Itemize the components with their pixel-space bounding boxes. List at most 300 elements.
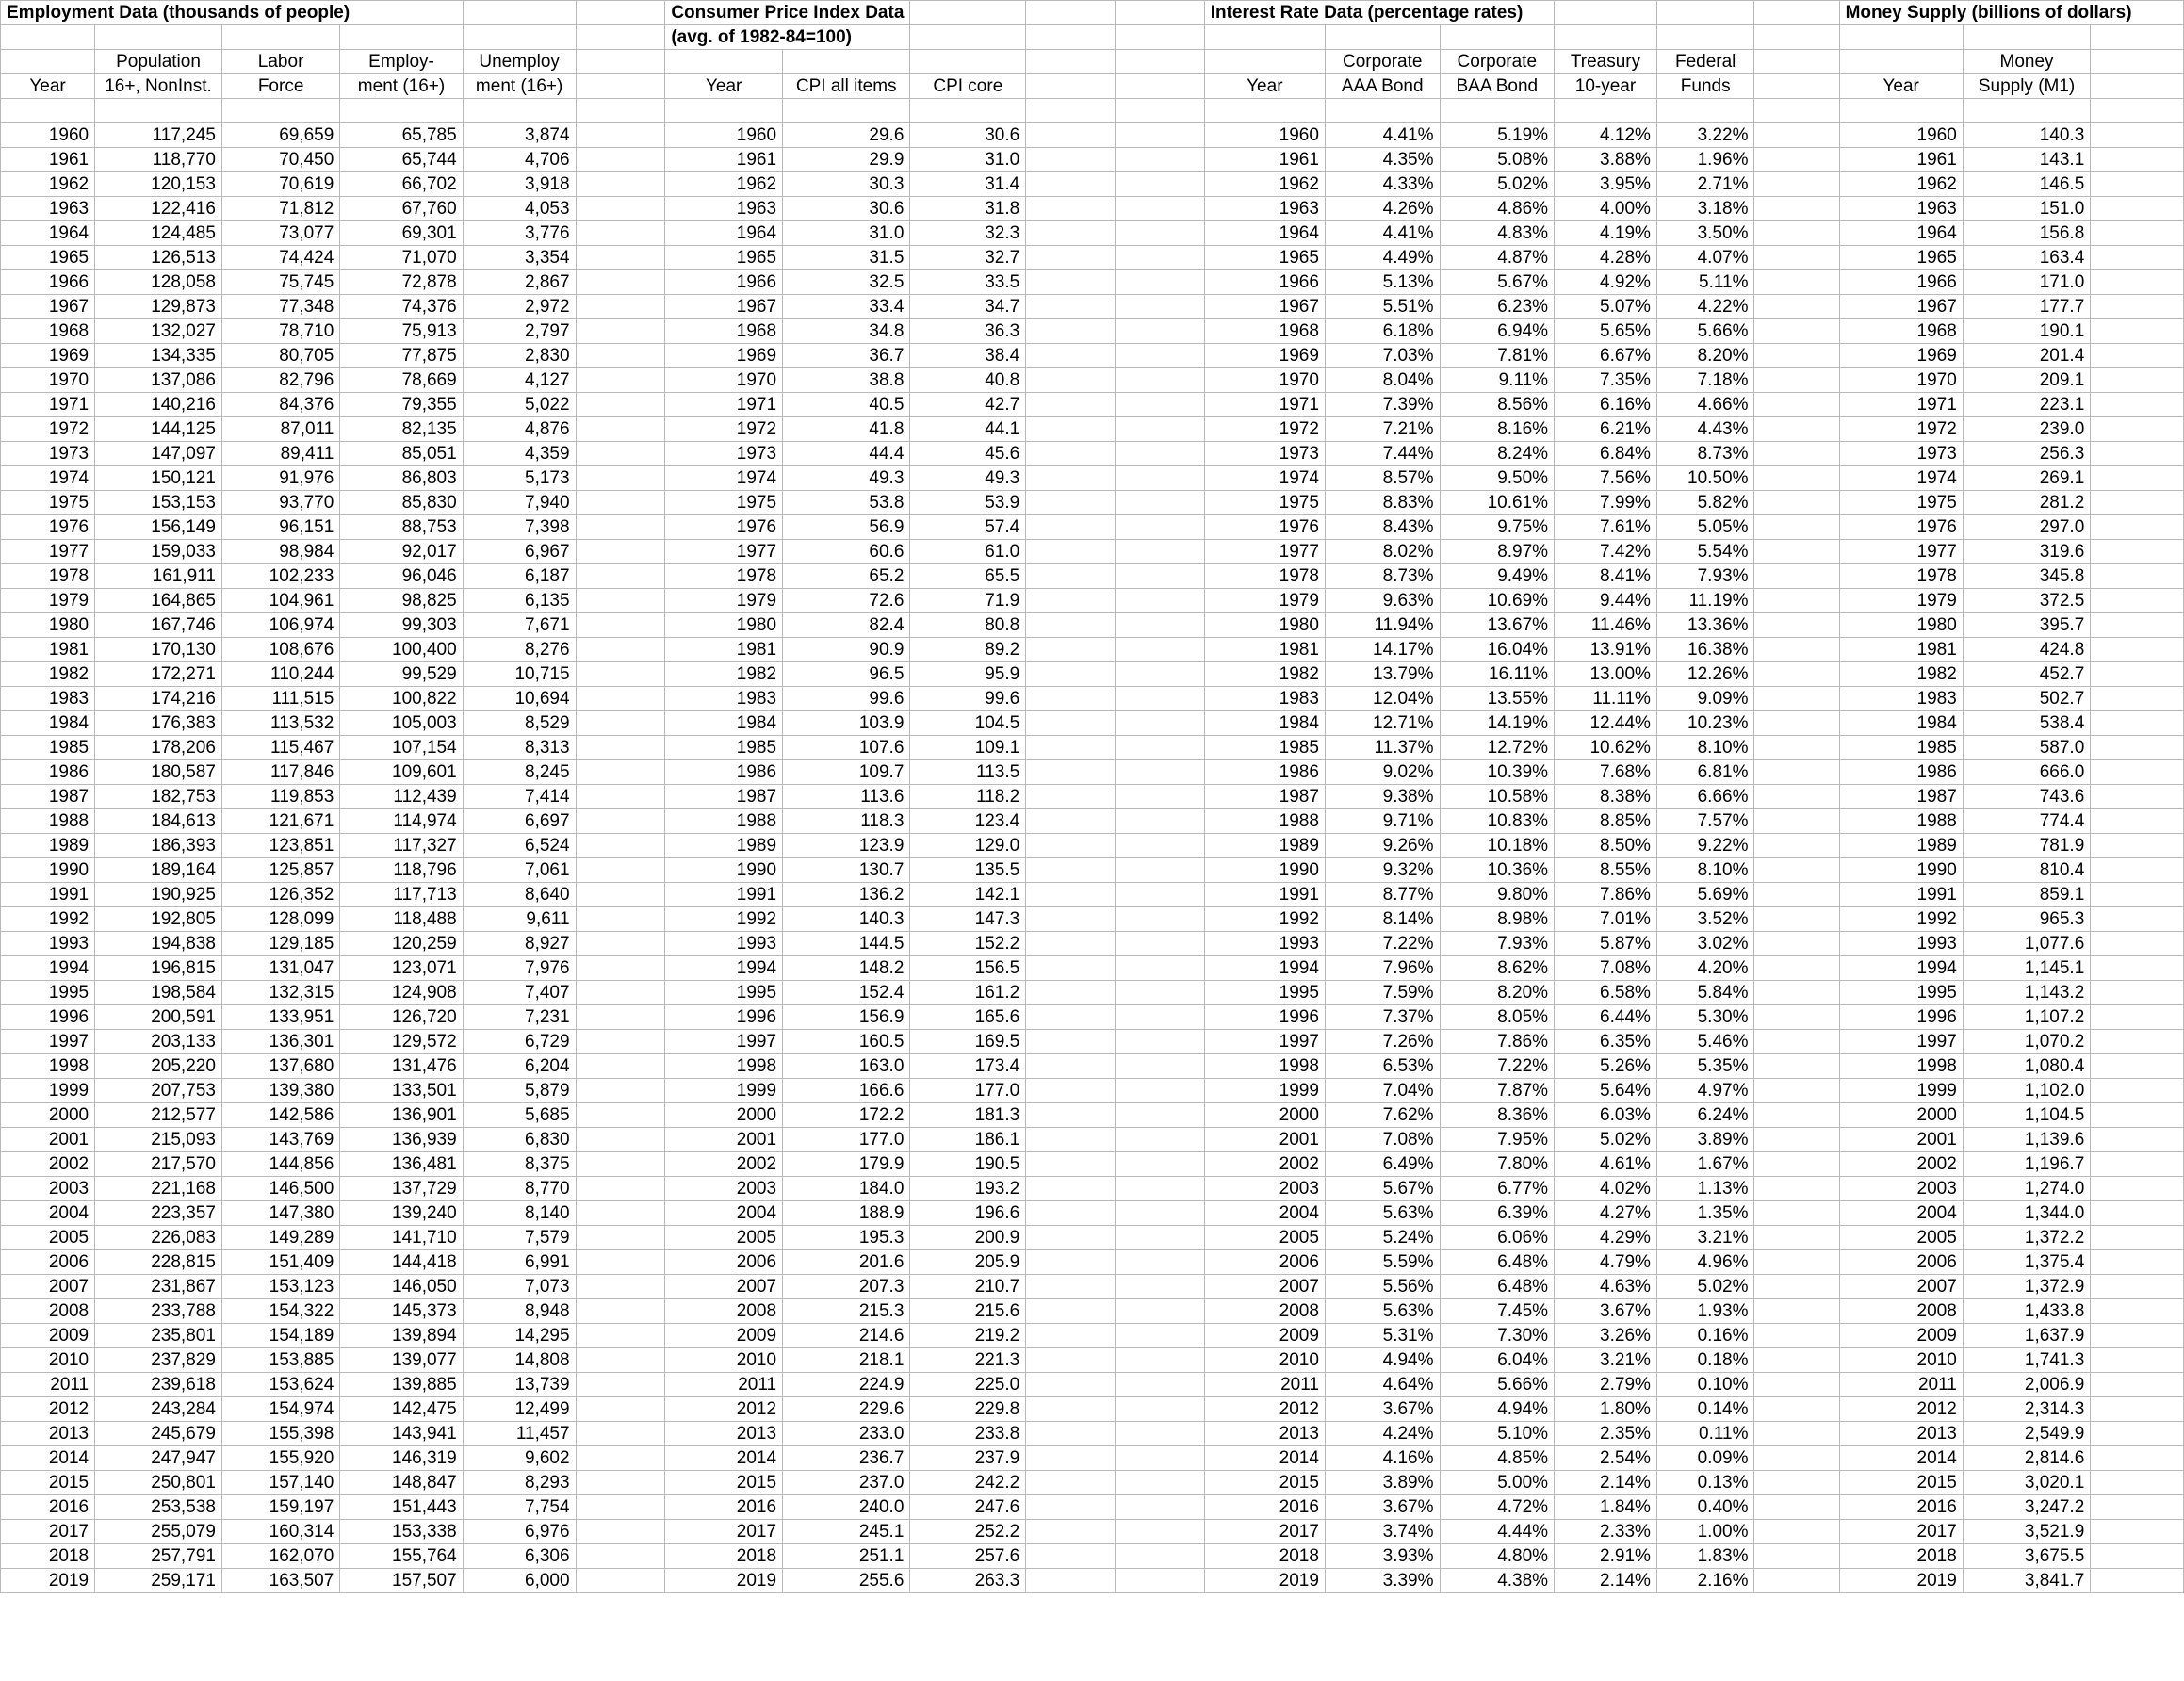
empty-cell[interactable] xyxy=(1026,809,1116,834)
cell-employment[interactable]: 99,529 xyxy=(340,662,463,687)
cell-fed-funds[interactable]: 0.40% xyxy=(1656,1495,1754,1520)
empty-cell[interactable] xyxy=(1026,1422,1116,1446)
cell-employment[interactable]: 86,803 xyxy=(340,466,463,491)
empty-cell[interactable] xyxy=(2091,1324,2184,1348)
empty-cell[interactable] xyxy=(2091,123,2184,148)
cell-cpi-year[interactable]: 1967 xyxy=(665,295,783,319)
cell-emp-year[interactable]: 1968 xyxy=(1,319,95,344)
cell-labor-force[interactable]: 162,070 xyxy=(221,1544,339,1569)
cell-cpi-core[interactable]: 177.0 xyxy=(910,1079,1026,1103)
cell-fed-funds[interactable]: 0.09% xyxy=(1656,1446,1754,1471)
empty-cell[interactable] xyxy=(2091,883,2184,907)
cell-baa-bond[interactable]: 4.80% xyxy=(1440,1544,1555,1569)
cell-emp-year[interactable]: 2011 xyxy=(1,1373,95,1397)
cell-cpi-year[interactable]: 1977 xyxy=(665,540,783,564)
empty-cell[interactable] xyxy=(1754,1373,1839,1397)
empty-cell[interactable] xyxy=(1026,1177,1116,1201)
cell-cpi-year[interactable]: 1993 xyxy=(665,932,783,956)
cell-baa-bond[interactable]: 7.93% xyxy=(1440,932,1555,956)
cell-cpi-all[interactable]: 237.0 xyxy=(783,1471,910,1495)
cell-labor-force[interactable]: 113,532 xyxy=(221,711,339,736)
cell-fed-funds[interactable]: 0.10% xyxy=(1656,1373,1754,1397)
cell-money-year[interactable]: 1984 xyxy=(1839,711,1963,736)
empty-cell[interactable] xyxy=(2091,1226,2184,1250)
cell-cpi-all[interactable]: 33.4 xyxy=(783,295,910,319)
cell-baa-bond[interactable]: 7.22% xyxy=(1440,1054,1555,1079)
empty-cell[interactable] xyxy=(2091,638,2184,662)
empty-cell[interactable] xyxy=(2091,760,2184,785)
cell-emp-year[interactable]: 2016 xyxy=(1,1495,95,1520)
cell-emp-year[interactable]: 1988 xyxy=(1,809,95,834)
cell-cpi-core[interactable]: 118.2 xyxy=(910,785,1026,809)
cpi-subtitle[interactable]: (avg. of 1982-84=100) xyxy=(665,25,910,50)
empty-cell[interactable] xyxy=(1115,1569,1204,1593)
cell-emp-year[interactable]: 2002 xyxy=(1,1152,95,1177)
cell-labor-force[interactable]: 75,745 xyxy=(221,270,339,295)
cell-cpi-year[interactable]: 2011 xyxy=(665,1373,783,1397)
cell-employment[interactable]: 96,046 xyxy=(340,564,463,589)
cell-employment[interactable]: 136,939 xyxy=(340,1128,463,1152)
cell-cpi-all[interactable]: 166.6 xyxy=(783,1079,910,1103)
empty-cell[interactable] xyxy=(1115,1471,1204,1495)
cell-fed-funds[interactable]: 8.10% xyxy=(1656,858,1754,883)
empty-cell[interactable] xyxy=(1754,736,1839,760)
empty-cell[interactable] xyxy=(576,1275,665,1299)
cell-employment[interactable]: 98,825 xyxy=(340,589,463,613)
cell-treasury-10y[interactable]: 2.14% xyxy=(1555,1471,1657,1495)
cell-unemployment[interactable]: 7,061 xyxy=(463,858,576,883)
empty-cell[interactable] xyxy=(1026,1152,1116,1177)
cell-baa-bond[interactable]: 8.36% xyxy=(1440,1103,1555,1128)
empty-cell[interactable] xyxy=(1115,1397,1204,1422)
cell-money-year[interactable]: 2015 xyxy=(1839,1471,1963,1495)
cell-fed-funds[interactable]: 3.02% xyxy=(1656,932,1754,956)
empty-cell[interactable] xyxy=(576,711,665,736)
cell-labor-force[interactable]: 123,851 xyxy=(221,834,339,858)
empty-cell[interactable] xyxy=(2091,1128,2184,1152)
cell-labor-force[interactable]: 153,885 xyxy=(221,1348,339,1373)
empty-cell[interactable] xyxy=(1115,1030,1204,1054)
empty-cell[interactable] xyxy=(1754,1054,1839,1079)
cell-m1[interactable]: 587.0 xyxy=(1963,736,2090,760)
cell-cpi-all[interactable]: 103.9 xyxy=(783,711,910,736)
cell-cpi-all[interactable]: 236.7 xyxy=(783,1446,910,1471)
cell-baa-bond[interactable]: 9.49% xyxy=(1440,564,1555,589)
cell-cpi-all[interactable]: 53.8 xyxy=(783,491,910,515)
cell-cpi-year[interactable]: 1988 xyxy=(665,809,783,834)
empty-cell[interactable] xyxy=(2091,246,2184,270)
cell-labor-force[interactable]: 155,920 xyxy=(221,1446,339,1471)
cell-labor-force[interactable]: 84,376 xyxy=(221,393,339,417)
cell-employment[interactable]: 69,301 xyxy=(340,221,463,246)
cell-m1[interactable]: 1,372.9 xyxy=(1963,1275,2090,1299)
cell-baa-bond[interactable]: 6.77% xyxy=(1440,1177,1555,1201)
cell-aaa-bond[interactable]: 5.51% xyxy=(1325,295,1440,319)
cell-population[interactable]: 186,393 xyxy=(95,834,222,858)
cell-cpi-core[interactable]: 53.9 xyxy=(910,491,1026,515)
empty-cell[interactable] xyxy=(576,662,665,687)
cell-baa-bond[interactable]: 10.39% xyxy=(1440,760,1555,785)
cell-fed-funds[interactable]: 5.30% xyxy=(1656,1005,1754,1030)
cell-int-year[interactable]: 2000 xyxy=(1204,1103,1325,1128)
empty-cell[interactable] xyxy=(576,540,665,564)
cell-cpi-all[interactable]: 113.6 xyxy=(783,785,910,809)
cell-cpi-core[interactable]: 129.0 xyxy=(910,834,1026,858)
cell-emp-year[interactable]: 2013 xyxy=(1,1422,95,1446)
empty-cell[interactable] xyxy=(1115,883,1204,907)
empty-cell[interactable] xyxy=(1115,466,1204,491)
cell-population[interactable]: 215,093 xyxy=(95,1128,222,1152)
cell-employment[interactable]: 136,901 xyxy=(340,1103,463,1128)
cell-labor-force[interactable]: 163,507 xyxy=(221,1569,339,1593)
cell-baa-bond[interactable]: 8.98% xyxy=(1440,907,1555,932)
cell-labor-force[interactable]: 132,315 xyxy=(221,981,339,1005)
cell-int-year[interactable]: 1984 xyxy=(1204,711,1325,736)
empty-cell[interactable] xyxy=(1754,589,1839,613)
cell-cpi-core[interactable]: 252.2 xyxy=(910,1520,1026,1544)
cell-int-year[interactable]: 1967 xyxy=(1204,295,1325,319)
empty-cell[interactable] xyxy=(2091,1005,2184,1030)
empty-cell[interactable] xyxy=(1754,515,1839,540)
cell-unemployment[interactable]: 8,293 xyxy=(463,1471,576,1495)
empty-cell[interactable] xyxy=(1026,1471,1116,1495)
cell-cpi-year[interactable]: 2006 xyxy=(665,1250,783,1275)
empty-cell[interactable] xyxy=(1026,687,1116,711)
cell-money-year[interactable]: 1966 xyxy=(1839,270,1963,295)
empty-cell[interactable] xyxy=(576,981,665,1005)
cell-int-year[interactable]: 1969 xyxy=(1204,344,1325,368)
empty-cell[interactable] xyxy=(1754,834,1839,858)
empty-cell[interactable] xyxy=(1115,711,1204,736)
empty-cell[interactable] xyxy=(1026,491,1116,515)
cell-treasury-10y[interactable]: 4.12% xyxy=(1555,123,1657,148)
empty-cell[interactable] xyxy=(1115,1544,1204,1569)
cell-employment[interactable]: 100,822 xyxy=(340,687,463,711)
cell-money-year[interactable]: 2012 xyxy=(1839,1397,1963,1422)
cell-population[interactable]: 203,133 xyxy=(95,1030,222,1054)
cell-fed-funds[interactable]: 3.18% xyxy=(1656,197,1754,221)
cell-baa-bond[interactable]: 9.50% xyxy=(1440,466,1555,491)
cell-emp-year[interactable]: 1994 xyxy=(1,956,95,981)
cell-labor-force[interactable]: 149,289 xyxy=(221,1226,339,1250)
cell-baa-bond[interactable]: 8.16% xyxy=(1440,417,1555,442)
cell-fed-funds[interactable]: 9.09% xyxy=(1656,687,1754,711)
cell-cpi-all[interactable]: 177.0 xyxy=(783,1128,910,1152)
cell-treasury-10y[interactable]: 7.86% xyxy=(1555,883,1657,907)
cell-cpi-year[interactable]: 1962 xyxy=(665,172,783,197)
cell-cpi-all[interactable]: 229.6 xyxy=(783,1397,910,1422)
empty-cell[interactable] xyxy=(576,1054,665,1079)
cell-int-year[interactable]: 1968 xyxy=(1204,319,1325,344)
cell-money-year[interactable]: 1975 xyxy=(1839,491,1963,515)
cell-emp-year[interactable]: 1961 xyxy=(1,148,95,172)
cell-fed-funds[interactable]: 5.54% xyxy=(1656,540,1754,564)
cell-treasury-10y[interactable]: 6.03% xyxy=(1555,1103,1657,1128)
cell-fed-funds[interactable]: 1.93% xyxy=(1656,1299,1754,1324)
cell-cpi-all[interactable]: 44.4 xyxy=(783,442,910,466)
cell-employment[interactable]: 151,443 xyxy=(340,1495,463,1520)
cell-labor-force[interactable]: 139,380 xyxy=(221,1079,339,1103)
empty-cell[interactable] xyxy=(1115,1005,1204,1030)
cell-emp-year[interactable]: 1962 xyxy=(1,172,95,197)
empty-cell[interactable] xyxy=(1115,1422,1204,1446)
cell-baa-bond[interactable]: 4.44% xyxy=(1440,1520,1555,1544)
cell-treasury-10y[interactable]: 8.38% xyxy=(1555,785,1657,809)
cell-m1[interactable]: 859.1 xyxy=(1963,883,2090,907)
cell-cpi-core[interactable]: 44.1 xyxy=(910,417,1026,442)
cell-cpi-year[interactable]: 1968 xyxy=(665,319,783,344)
empty-cell[interactable] xyxy=(1754,1152,1839,1177)
cell-fed-funds[interactable]: 16.38% xyxy=(1656,638,1754,662)
empty-cell[interactable] xyxy=(2091,148,2184,172)
cell-cpi-core[interactable]: 40.8 xyxy=(910,368,1026,393)
cell-unemployment[interactable]: 7,231 xyxy=(463,1005,576,1030)
empty-cell[interactable] xyxy=(1026,834,1116,858)
cell-baa-bond[interactable]: 7.30% xyxy=(1440,1324,1555,1348)
cell-int-year[interactable]: 1992 xyxy=(1204,907,1325,932)
empty-cell[interactable] xyxy=(1754,319,1839,344)
cell-baa-bond[interactable]: 6.06% xyxy=(1440,1226,1555,1250)
empty-cell[interactable] xyxy=(1754,1275,1839,1299)
empty-cell[interactable] xyxy=(576,368,665,393)
cell-fed-funds[interactable]: 6.24% xyxy=(1656,1103,1754,1128)
cell-baa-bond[interactable]: 6.48% xyxy=(1440,1250,1555,1275)
cell-cpi-core[interactable]: 30.6 xyxy=(910,123,1026,148)
cell-int-year[interactable]: 2003 xyxy=(1204,1177,1325,1201)
cell-aaa-bond[interactable]: 4.94% xyxy=(1325,1348,1440,1373)
empty-cell[interactable] xyxy=(2091,270,2184,295)
cell-money-year[interactable]: 1974 xyxy=(1839,466,1963,491)
cell-aaa-bond[interactable]: 5.24% xyxy=(1325,1226,1440,1250)
empty-cell[interactable] xyxy=(1754,221,1839,246)
empty-cell[interactable] xyxy=(2091,1103,2184,1128)
empty-cell[interactable] xyxy=(576,760,665,785)
cell-employment[interactable]: 109,601 xyxy=(340,760,463,785)
cell-population[interactable]: 212,577 xyxy=(95,1103,222,1128)
cell-cpi-year[interactable]: 1965 xyxy=(665,246,783,270)
empty-cell[interactable] xyxy=(2091,295,2184,319)
cell-employment[interactable]: 123,071 xyxy=(340,956,463,981)
cell-money-year[interactable]: 1991 xyxy=(1839,883,1963,907)
empty-cell[interactable] xyxy=(1115,1520,1204,1544)
cell-treasury-10y[interactable]: 3.26% xyxy=(1555,1324,1657,1348)
header-m1[interactable]: Money xyxy=(1963,50,2090,74)
cell-cpi-all[interactable]: 38.8 xyxy=(783,368,910,393)
cell-baa-bond[interactable]: 9.75% xyxy=(1440,515,1555,540)
cell-fed-funds[interactable]: 5.46% xyxy=(1656,1030,1754,1054)
empty-cell[interactable] xyxy=(1026,613,1116,638)
cell-fed-funds[interactable]: 12.26% xyxy=(1656,662,1754,687)
empty-cell[interactable] xyxy=(576,221,665,246)
cell-cpi-all[interactable]: 148.2 xyxy=(783,956,910,981)
cell-emp-year[interactable]: 1983 xyxy=(1,687,95,711)
cell-cpi-core[interactable]: 99.6 xyxy=(910,687,1026,711)
cell-baa-bond[interactable]: 4.94% xyxy=(1440,1397,1555,1422)
cell-population[interactable]: 129,873 xyxy=(95,295,222,319)
cell-emp-year[interactable]: 1980 xyxy=(1,613,95,638)
header-cpi-all[interactable]: CPI all items xyxy=(783,74,910,99)
cell-m1[interactable]: 1,344.0 xyxy=(1963,1201,2090,1226)
cell-treasury-10y[interactable]: 10.62% xyxy=(1555,736,1657,760)
cell-m1[interactable]: 2,006.9 xyxy=(1963,1373,2090,1397)
cell-m1[interactable]: 1,274.0 xyxy=(1963,1177,2090,1201)
empty-cell[interactable] xyxy=(576,515,665,540)
cell-treasury-10y[interactable]: 9.44% xyxy=(1555,589,1657,613)
cell-int-year[interactable]: 1991 xyxy=(1204,883,1325,907)
cell-cpi-all[interactable]: 65.2 xyxy=(783,564,910,589)
empty-cell[interactable] xyxy=(1026,662,1116,687)
cell-int-year[interactable]: 2007 xyxy=(1204,1275,1325,1299)
cell-emp-year[interactable]: 2019 xyxy=(1,1569,95,1593)
cell-employment[interactable]: 131,476 xyxy=(340,1054,463,1079)
cell-money-year[interactable]: 1998 xyxy=(1839,1054,1963,1079)
empty-cell[interactable] xyxy=(1115,1324,1204,1348)
cell-emp-year[interactable]: 1972 xyxy=(1,417,95,442)
cell-employment[interactable]: 137,729 xyxy=(340,1177,463,1201)
cell-m1[interactable]: 1,143.2 xyxy=(1963,981,2090,1005)
empty-cell[interactable] xyxy=(1754,270,1839,295)
cell-cpi-core[interactable]: 57.4 xyxy=(910,515,1026,540)
cell-aaa-bond[interactable]: 8.02% xyxy=(1325,540,1440,564)
cell-treasury-10y[interactable]: 4.27% xyxy=(1555,1201,1657,1226)
cell-fed-funds[interactable]: 5.02% xyxy=(1656,1275,1754,1299)
cpi-title[interactable]: Consumer Price Index Data xyxy=(665,1,910,25)
cell-baa-bond[interactable]: 5.08% xyxy=(1440,148,1555,172)
cell-employment[interactable]: 133,501 xyxy=(340,1079,463,1103)
cell-aaa-bond[interactable]: 4.26% xyxy=(1325,197,1440,221)
cell-labor-force[interactable]: 159,197 xyxy=(221,1495,339,1520)
cell-cpi-year[interactable]: 2019 xyxy=(665,1569,783,1593)
cell-fed-funds[interactable]: 4.07% xyxy=(1656,246,1754,270)
cell-m1[interactable]: 965.3 xyxy=(1963,907,2090,932)
cell-fed-funds[interactable]: 3.22% xyxy=(1656,123,1754,148)
cell-int-year[interactable]: 1997 xyxy=(1204,1030,1325,1054)
cell-employment[interactable]: 71,070 xyxy=(340,246,463,270)
cell-cpi-year[interactable]: 1992 xyxy=(665,907,783,932)
empty-cell[interactable] xyxy=(576,1422,665,1446)
cell-labor-force[interactable]: 89,411 xyxy=(221,442,339,466)
cell-population[interactable]: 137,086 xyxy=(95,368,222,393)
cell-cpi-core[interactable]: 152.2 xyxy=(910,932,1026,956)
cell-money-year[interactable]: 1972 xyxy=(1839,417,1963,442)
cell-cpi-core[interactable]: 147.3 xyxy=(910,907,1026,932)
empty-cell[interactable] xyxy=(576,1005,665,1030)
empty-cell[interactable] xyxy=(576,883,665,907)
empty-cell[interactable] xyxy=(576,466,665,491)
cell-employment[interactable]: 153,338 xyxy=(340,1520,463,1544)
empty-cell[interactable] xyxy=(1026,1299,1116,1324)
cell-int-year[interactable]: 2019 xyxy=(1204,1569,1325,1593)
cell-money-year[interactable]: 1971 xyxy=(1839,393,1963,417)
cell-unemployment[interactable]: 8,276 xyxy=(463,638,576,662)
cell-population[interactable]: 253,538 xyxy=(95,1495,222,1520)
cell-m1[interactable]: 156.8 xyxy=(1963,221,2090,246)
cell-money-year[interactable]: 2016 xyxy=(1839,1495,1963,1520)
empty-cell[interactable] xyxy=(1115,907,1204,932)
empty-cell[interactable] xyxy=(576,1520,665,1544)
cell-employment[interactable]: 65,785 xyxy=(340,123,463,148)
cell-aaa-bond[interactable]: 7.59% xyxy=(1325,981,1440,1005)
cell-unemployment[interactable]: 6,306 xyxy=(463,1544,576,1569)
cell-population[interactable]: 235,801 xyxy=(95,1324,222,1348)
empty-cell[interactable] xyxy=(1115,1299,1204,1324)
cell-employment[interactable]: 75,913 xyxy=(340,319,463,344)
cell-employment[interactable]: 72,878 xyxy=(340,270,463,295)
cell-treasury-10y[interactable]: 8.50% xyxy=(1555,834,1657,858)
cell-cpi-core[interactable]: 173.4 xyxy=(910,1054,1026,1079)
cell-population[interactable]: 120,153 xyxy=(95,172,222,197)
cell-cpi-year[interactable]: 1982 xyxy=(665,662,783,687)
cell-employment[interactable]: 139,240 xyxy=(340,1201,463,1226)
cell-population[interactable]: 122,416 xyxy=(95,197,222,221)
cell-m1[interactable]: 345.8 xyxy=(1963,564,2090,589)
empty-cell[interactable] xyxy=(2091,1201,2184,1226)
cell-cpi-core[interactable]: 49.3 xyxy=(910,466,1026,491)
cell-cpi-core[interactable]: 200.9 xyxy=(910,1226,1026,1250)
cell-treasury-10y[interactable]: 5.07% xyxy=(1555,295,1657,319)
empty-cell[interactable] xyxy=(1754,1030,1839,1054)
empty-cell[interactable] xyxy=(1026,1103,1116,1128)
header-baa[interactable]: Corporate xyxy=(1440,50,1555,74)
empty-cell[interactable] xyxy=(1026,711,1116,736)
cell-baa-bond[interactable]: 10.36% xyxy=(1440,858,1555,883)
empty-cell[interactable] xyxy=(2091,736,2184,760)
cell-money-year[interactable]: 1995 xyxy=(1839,981,1963,1005)
cell-aaa-bond[interactable]: 9.02% xyxy=(1325,760,1440,785)
cell-cpi-all[interactable]: 140.3 xyxy=(783,907,910,932)
cell-m1[interactable]: 209.1 xyxy=(1963,368,2090,393)
cell-unemployment[interactable]: 6,187 xyxy=(463,564,576,589)
cell-population[interactable]: 170,130 xyxy=(95,638,222,662)
cell-cpi-core[interactable]: 109.1 xyxy=(910,736,1026,760)
cell-m1[interactable]: 1,433.8 xyxy=(1963,1299,2090,1324)
cell-population[interactable]: 190,925 xyxy=(95,883,222,907)
cell-aaa-bond[interactable]: 5.56% xyxy=(1325,1275,1440,1299)
cell-population[interactable]: 128,058 xyxy=(95,270,222,295)
cell-employment[interactable]: 142,475 xyxy=(340,1397,463,1422)
cell-fed-funds[interactable]: 5.82% xyxy=(1656,491,1754,515)
cell-labor-force[interactable]: 104,961 xyxy=(221,589,339,613)
empty-cell[interactable] xyxy=(1115,417,1204,442)
cell-int-year[interactable]: 1960 xyxy=(1204,123,1325,148)
employment-title[interactable]: Employment Data (thousands of people) xyxy=(1,1,464,25)
cell-m1[interactable]: 538.4 xyxy=(1963,711,2090,736)
empty-cell[interactable] xyxy=(1754,613,1839,638)
empty-cell[interactable] xyxy=(1754,662,1839,687)
cell-unemployment[interactable]: 4,127 xyxy=(463,368,576,393)
cell-labor-force[interactable]: 98,984 xyxy=(221,540,339,564)
empty-cell[interactable] xyxy=(576,1324,665,1348)
cell-fed-funds[interactable]: 5.69% xyxy=(1656,883,1754,907)
cell-fed-funds[interactable]: 3.21% xyxy=(1656,1226,1754,1250)
cell-population[interactable]: 117,245 xyxy=(95,123,222,148)
empty-cell[interactable] xyxy=(1754,883,1839,907)
empty-cell[interactable] xyxy=(2091,1348,2184,1373)
empty-cell[interactable] xyxy=(1115,1250,1204,1275)
cell-int-year[interactable]: 2009 xyxy=(1204,1324,1325,1348)
cell-int-year[interactable]: 2004 xyxy=(1204,1201,1325,1226)
empty-cell[interactable] xyxy=(576,172,665,197)
cell-cpi-core[interactable]: 181.3 xyxy=(910,1103,1026,1128)
empty-cell[interactable] xyxy=(1115,564,1204,589)
cell-fed-funds[interactable]: 10.50% xyxy=(1656,466,1754,491)
cell-employment[interactable]: 100,400 xyxy=(340,638,463,662)
cell-treasury-10y[interactable]: 4.92% xyxy=(1555,270,1657,295)
cell-baa-bond[interactable]: 4.72% xyxy=(1440,1495,1555,1520)
cell-m1[interactable]: 163.4 xyxy=(1963,246,2090,270)
empty-cell[interactable] xyxy=(576,1397,665,1422)
empty-cell[interactable] xyxy=(576,442,665,466)
